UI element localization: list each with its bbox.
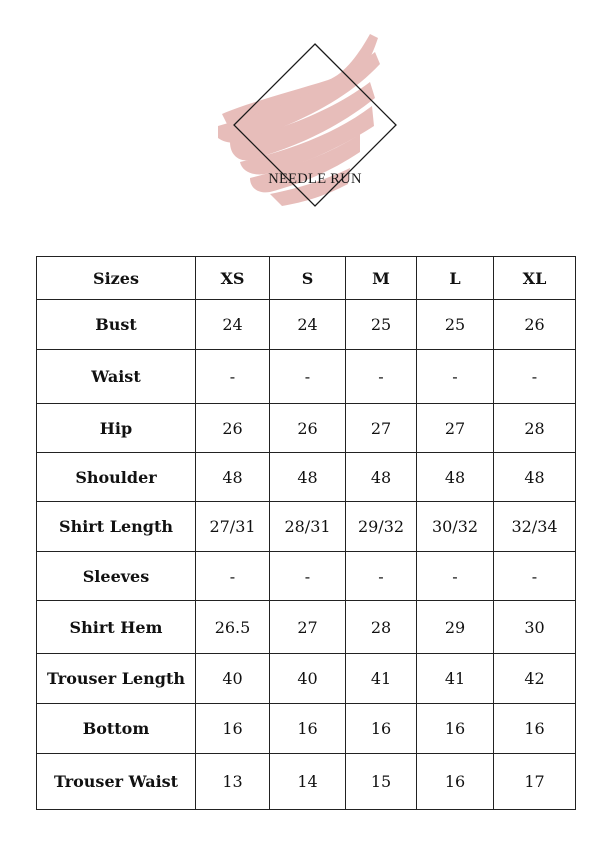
table-cell: 15 [346, 754, 417, 810]
table-cell: 13 [196, 754, 270, 810]
row-label: Shirt Hem [37, 601, 196, 654]
table-cell: 26 [270, 404, 346, 453]
table-row [37, 552, 576, 601]
table-row [37, 704, 576, 754]
table-cell: - [417, 552, 494, 601]
table-cell: 42 [494, 654, 576, 704]
size-header: L [417, 257, 494, 300]
table-cell: 40 [270, 654, 346, 704]
table-cell: 24 [270, 300, 346, 350]
table-row [37, 404, 576, 453]
table-cell: 27/31 [196, 502, 270, 552]
table-cell: - [417, 350, 494, 404]
row-label: Waist [37, 350, 196, 404]
row-label: Bottom [37, 704, 196, 754]
table-row [37, 654, 576, 704]
table-cell: 16 [494, 704, 576, 754]
table-cell: 25 [417, 300, 494, 350]
table-row [37, 453, 576, 502]
row-label: Hip [37, 404, 196, 453]
table-cell: 30/32 [417, 502, 494, 552]
table-cell: - [270, 552, 346, 601]
corner-label: Sizes [37, 257, 196, 300]
table-cell: 30 [494, 601, 576, 654]
table-cell: 17 [494, 754, 576, 810]
table-cell: 16 [196, 704, 270, 754]
table-cell: - [196, 350, 270, 404]
table-cell: 29/32 [346, 502, 417, 552]
table-cell: 41 [417, 654, 494, 704]
table-cell: 41 [346, 654, 417, 704]
table-cell: - [494, 350, 576, 404]
table-cell: 26 [494, 300, 576, 350]
table-cell: 32/34 [494, 502, 576, 552]
header-row [37, 257, 576, 300]
table-cell: 16 [417, 704, 494, 754]
table-row [37, 502, 576, 552]
row-label: Trouser Waist [37, 754, 196, 810]
table-cell: 28/31 [270, 502, 346, 552]
table-cell: 25 [346, 300, 417, 350]
table-cell: - [196, 552, 270, 601]
size-header: XL [494, 257, 576, 300]
row-label: Trouser Length [37, 654, 196, 704]
table-cell: 24 [196, 300, 270, 350]
table-cell: 16 [270, 704, 346, 754]
table-cell: 48 [196, 453, 270, 502]
table-cell: 28 [346, 601, 417, 654]
table-cell: 27 [346, 404, 417, 453]
table-cell: 27 [417, 404, 494, 453]
row-label: Bust [37, 300, 196, 350]
table-cell: 16 [417, 754, 494, 810]
table-cell: 48 [346, 453, 417, 502]
table-row [37, 300, 576, 350]
size-header: S [270, 257, 346, 300]
size-header: M [346, 257, 417, 300]
table-cell: 16 [346, 704, 417, 754]
table-cell: 40 [196, 654, 270, 704]
table-cell: - [270, 350, 346, 404]
row-label: Shoulder [37, 453, 196, 502]
table-cell: - [494, 552, 576, 601]
row-label: Sleeves [37, 552, 196, 601]
table-cell: - [346, 350, 417, 404]
table-cell: 26 [196, 404, 270, 453]
table-cell: 28 [494, 404, 576, 453]
table-row [37, 350, 576, 404]
table-row [37, 601, 576, 654]
table-cell: 27 [270, 601, 346, 654]
table-cell: - [346, 552, 417, 601]
table-cell: 14 [270, 754, 346, 810]
table-cell: 48 [417, 453, 494, 502]
row-label: Shirt Length [37, 502, 196, 552]
size-header: XS [196, 257, 270, 300]
brand-name: NEEDLE RUN [268, 171, 362, 187]
table-cell: 29 [417, 601, 494, 654]
table-cell: 48 [270, 453, 346, 502]
table-cell: 26.5 [196, 601, 270, 654]
table-row [37, 754, 576, 810]
table-cell: 48 [494, 453, 576, 502]
size-chart-table [36, 256, 576, 810]
